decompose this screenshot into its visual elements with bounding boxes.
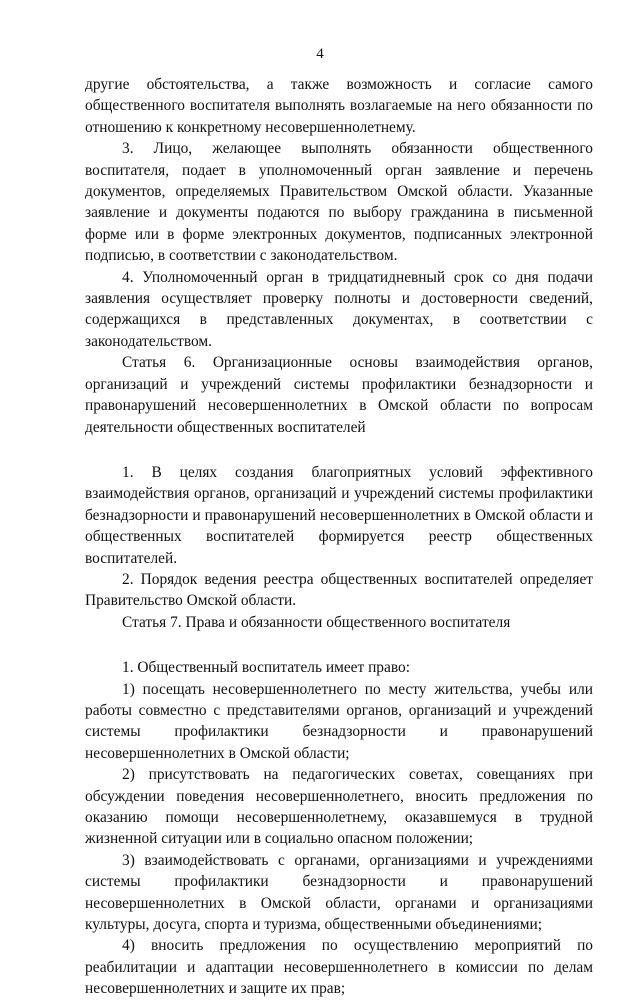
article-7-item-3: 3) взаимодействовать с органами, организациями и учреждениями системы профилактики безнадзорности и правонарушений несовершеннолетних в Омской области, органами и организациями культуры, досуга, спорта и туризма, общественными объединениями; bbox=[85, 851, 593, 934]
paragraph-continuation: другие обстоятельства, а также возможность и согласие самого общественного воспитателя выполнять возлагаемые на него обязанности по отношению к конкретному несовершеннолетнему. bbox=[85, 76, 593, 136]
article-7-item-4: 4) вносить предложения по осуществлению мероприятий по реабилитации и адаптации несовершеннолетнего в комиссии по делам несовершеннолетних и защите их прав; bbox=[85, 937, 593, 998]
paragraph-item-3: 3. Лицо, желающее выполнять обязанности общественного воспитателя, подает в уполномоченный орган заявление и перечень документов, определяемых Правительством Омской области. Указанные заявление и документы подаются по выбору гражданина в письменной форме или в форме электронных документов, подписанных электронной подписью, в соответствии с законодательством. bbox=[85, 140, 593, 265]
article-6-title: Статья 6. Организационные основы взаимодействия органов, организаций и учреждений системы профилактики безнадзорности и правонарушений несовершеннолетних в Омской области по вопросам деятельности общественных воспитателей bbox=[85, 354, 593, 436]
page-number: 4 bbox=[316, 46, 324, 62]
article-7-item-2: 2) присутствовать на педагогических советах, совещаниях при обсуждении поведения несовершеннолетнего, вносить предложения по оказанию помощи несовершеннолетнему, оказавшемуся в трудной жизненной ситуации или в социально опасном положении; bbox=[85, 766, 593, 848]
article-7-item-1: 1) посещать несовершеннолетнего по месту жительства, учебы или работы совместно с представителями органов, организаций и учреждений системы профилактики безнадзорности и правонарушений несовершеннолетних в Омской области; bbox=[85, 680, 593, 762]
article-6-paragraph-1: 1. В целях создания благоприятных условий эффективного взаимодействия органов, организаций и учреждений системы профилактики безнадзорности и правонарушений несовершеннолетних в Омской области и общественных воспитателей формируется реестр общественных воспитателей. bbox=[85, 463, 593, 567]
article-6-paragraph-2: 2. Порядок ведения реестра общественных воспитателей определяет Правительство Омской области. bbox=[85, 570, 593, 610]
document-body bbox=[85, 74, 593, 1000]
article-7-paragraph-1: 1. Общественный воспитатель имеет право: bbox=[122, 659, 410, 677]
article-7-title: Статья 7. Права и обязанности общественного воспитателя bbox=[122, 613, 511, 631]
paragraph-item-4: 4. Уполномоченный орган в тридцатидневный срок со дня подачи заявления осуществляет проверку полноты и достоверности сведений, содержащихся в представленных документах, в соответствии с законодательством. bbox=[85, 268, 593, 350]
